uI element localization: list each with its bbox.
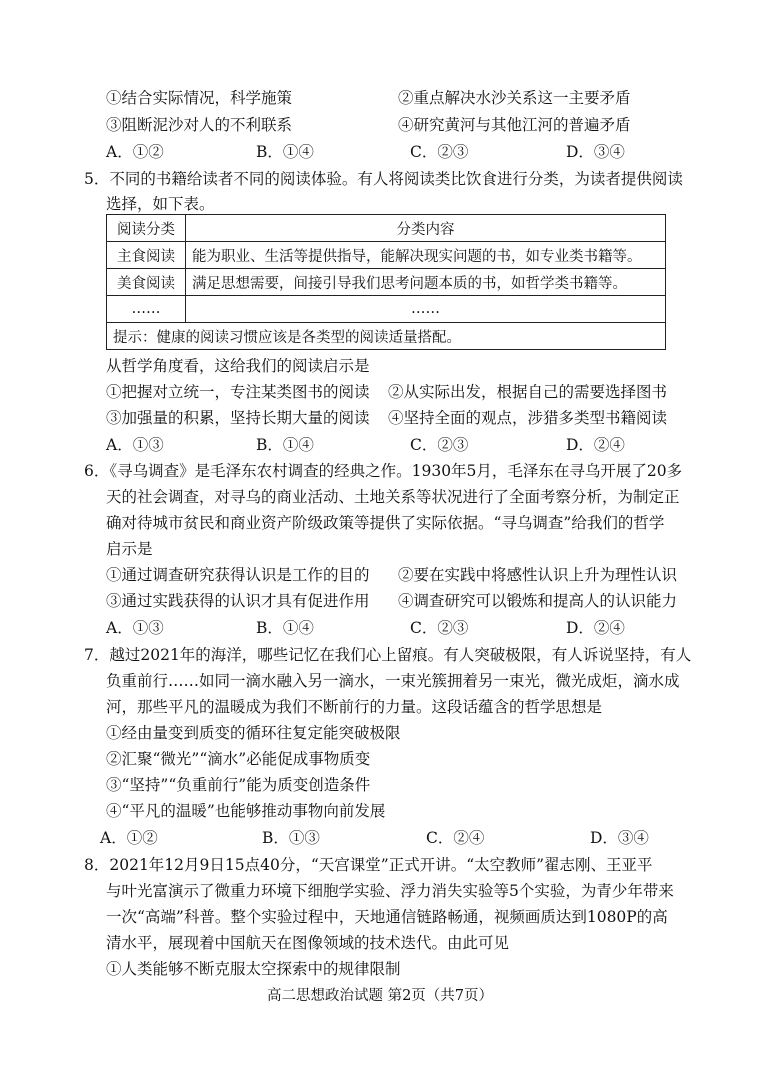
q6-answer-d: D．②④ (566, 619, 625, 637)
q4-answer-b: B．①④ (256, 143, 314, 161)
q7-option-4: ④“平凡的温暖”也能够推动事物向前发展 (106, 802, 386, 820)
q6-answer-b: B．①④ (256, 619, 314, 637)
q5-answer-b: B．①④ (256, 436, 314, 454)
q7-stem-line-1: 7．越过2021年的海洋，哪些记忆在我们心上留痕。有人突破极限，有人诉说坚持，有人 (84, 646, 692, 664)
q5-option-2: ②从实际出发，根据自己的需要选择图书 (388, 383, 668, 401)
table-header-row (107, 215, 666, 242)
q6-answer-c: C．②③ (410, 619, 469, 637)
table-row (107, 269, 666, 296)
q7-answer-d: D．③④ (590, 829, 649, 847)
table-header-category: 阅读分类 (107, 215, 186, 242)
q4-option-1: ①结合实际情况，科学施策 (106, 89, 293, 107)
q7-option-3: ③“坚持”“负重前行”能为质变创造条件 (106, 776, 371, 794)
q7-option-1: ①经由量变到质变的循环往复定能突破极限 (106, 724, 401, 742)
q4-option-4: ④研究黄河与其他江河的普遍矛盾 (398, 116, 631, 134)
q6-stem-line-2: 天的社会调查，对寻乌的商业活动、土地关系等状况进行了全面考察分析，为制定正 (106, 488, 680, 506)
table-cell: 能为职业、生活等提供指导，能解决现实问题的书，如专业类书籍等。 (186, 242, 666, 269)
q8-stem-line-1: 8．2021年12月9日15点40分，“天宫课堂”正式开讲。“太空教师”翟志刚、王亚平 (84, 856, 653, 874)
q5-question: 从哲学角度看，这给我们的阅读启示是 (106, 357, 370, 375)
q6-stem-line-3: 确对待城市贫民和商业资产阶级政策等提供了实际依据。“寻乌调查”给我们的哲学 (106, 514, 665, 532)
q8-stem-line-3: 一次“高端”科普。整个实验过程中，天地通信链路畅通，视频画质达到1080P的高 (106, 908, 668, 926)
q6-option-1: ①通过调查研究获得认识是工作的目的 (106, 566, 370, 584)
q8-stem-line-2: 与叶光富演示了微重力环境下细胞学实验、浮力消失实验等5个实验，为青少年带来 (106, 882, 674, 900)
table-cell: 主食阅读 (107, 242, 186, 269)
q5-option-1: ①把握对立统一，专注某类图书的阅读 (106, 383, 370, 401)
table-note-row (107, 323, 666, 350)
q6-option-2: ②要在实践中将感性认识上升为理性认识 (398, 566, 678, 584)
q8-stem-line-4: 清水平，展现着中国航天在图像领域的技术迭代。由此可见 (106, 934, 510, 952)
q4-option-3: ③阻断泥沙对人的不利联系 (106, 116, 293, 134)
table-cell: …… (107, 296, 186, 323)
q7-answer-b: B．①③ (262, 829, 320, 847)
q6-stem-line-4: 启示是 (106, 540, 153, 558)
q5-option-4: ④坚持全面的观点，涉猎多类型书籍阅读 (388, 409, 668, 427)
q4-answer-a: A．①② (106, 143, 164, 161)
table-header-content: 分类内容 (186, 215, 666, 242)
q5-answer-c: C．②③ (410, 436, 469, 454)
q7-answer-a: A．①② (100, 829, 158, 847)
table-note: 提示：健康的阅读习惯应该是各类型的阅读适量搭配。 (107, 323, 666, 350)
q4-option-2: ②重点解决水沙关系这一主要矛盾 (398, 89, 631, 107)
q7-answer-c: C．②④ (426, 829, 485, 847)
q6-answer-a: A．①③ (106, 619, 164, 637)
page-footer: 高二思想政治试题 第2页（共7页） (266, 988, 494, 1004)
q8-option-1: ①人类能够不断克服太空探索中的规律限制 (106, 960, 401, 978)
q6-option-4: ④调查研究可以锻炼和提高人的认识能力 (398, 592, 678, 610)
q5-stem-line-2: 选择，如下表。 (106, 195, 215, 213)
q7-stem-line-2: 负重前行……如同一滴水融入另一滴水，一束光簇拥着另一束光，微光成炬，滴水成 (106, 672, 680, 690)
reading-table (106, 214, 666, 350)
table-row (107, 296, 666, 323)
q5-answer-d: D．②④ (566, 436, 625, 454)
q7-stem-line-3: 河，那些平凡的温暖成为我们不断前行的力量。这段话蕴含的哲学思想是 (106, 698, 603, 716)
q5-option-3: ③加强量的积累，坚持长期大量的阅读 (106, 409, 370, 427)
table-row (107, 242, 666, 269)
q5-stem-line-1: 5．不同的书籍给读者不同的阅读体验。有人将阅读类比饮食进行分类，为读者提供阅读 (84, 170, 683, 188)
table-cell: 美食阅读 (107, 269, 186, 296)
q6-stem-line-1: 6．《寻乌调查》是毛泽东农村调查的经典之作。1930年5月，毛泽东在寻乌开展了20多 (84, 462, 683, 480)
q5-answer-a: A．①③ (106, 436, 164, 454)
q6-option-3: ③通过实践获得的认识才具有促进作用 (106, 592, 370, 610)
table-cell: 满足思想需要，间接引导我们思考问题本质的书，如哲学类书籍等。 (186, 269, 666, 296)
q7-option-2: ②汇聚“微光”“滴水”必能促成事物质变 (106, 750, 371, 768)
table-cell: …… (186, 296, 666, 323)
q4-answer-c: C．②③ (410, 143, 469, 161)
q4-answer-d: D．③④ (566, 143, 625, 161)
